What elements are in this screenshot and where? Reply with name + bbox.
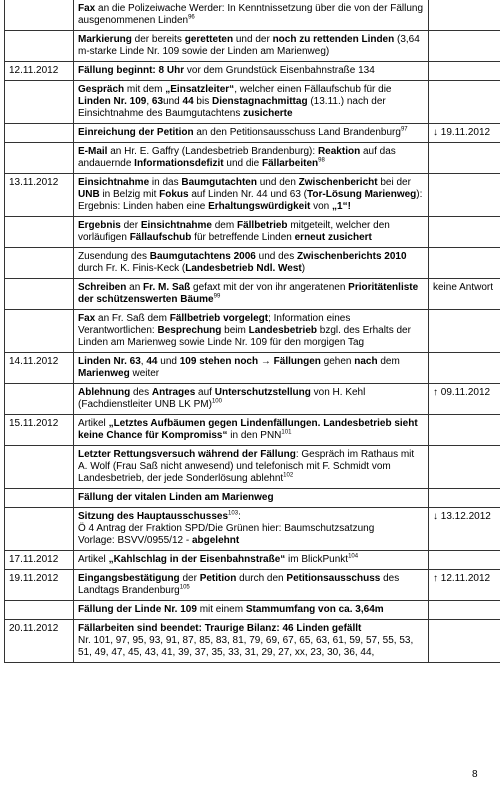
text-segment: in Belzig mit — [99, 189, 160, 200]
bold-text: geretteten — [184, 34, 234, 45]
note-cell — [429, 81, 500, 124]
page-number: 8 — [472, 769, 478, 780]
table-row — [5, 217, 500, 248]
bold-text: Zwischenberichts 2010 — [297, 251, 407, 262]
date-cell — [5, 124, 74, 143]
footnote-ref: 105 — [179, 584, 190, 591]
text-segment: an die Polizeiwache Werder: In Kenntnissetzung über die von der Fällung ausgenommenen Linden — [78, 3, 424, 26]
table-row — [5, 415, 500, 446]
text-segment: mitgeteilt, welcher den vorläufigen — [78, 220, 390, 243]
bold-text: „1“! — [332, 201, 351, 212]
note-cell — [429, 143, 500, 174]
text-segment: ; Information eines Verantwortlichen: — [78, 313, 351, 336]
footnote-ref: 101 — [281, 429, 292, 436]
bold-text: Antrages — [151, 387, 196, 398]
bold-text: Baumgutachtens 2006 — [149, 251, 256, 262]
event-cell — [74, 310, 429, 353]
footnote-ref: 100 — [211, 398, 222, 405]
text-segment: dem — [211, 220, 237, 231]
event-cell — [74, 0, 429, 31]
text-segment: : — [238, 511, 241, 522]
note-cell — [429, 415, 500, 446]
date-cell — [5, 310, 74, 353]
text-segment: auf — [195, 387, 215, 398]
text-segment: Zusendung des — [78, 251, 150, 262]
bold-text: nach — [354, 356, 378, 367]
event-cell — [74, 174, 429, 217]
date-cell: 15.11.2012 — [5, 415, 74, 446]
text-segment: von — [310, 201, 333, 212]
note-cell — [429, 620, 500, 663]
bold-text: Fr. M. Saß — [143, 282, 191, 293]
event-cell — [74, 601, 429, 620]
text-segment: durch den — [236, 573, 287, 584]
bold-text: Marienweg — [78, 368, 130, 379]
text-segment: auf Linden Nr. 44 und 63 ( — [188, 189, 308, 200]
bold-text: Fällbetrieb vorgelegt — [169, 313, 269, 324]
text-segment: weiter — [129, 368, 160, 379]
date-cell — [5, 279, 74, 310]
table-row — [5, 310, 500, 353]
bold-text: E-Mail — [78, 146, 108, 157]
table-row — [5, 143, 500, 174]
bold-text: Ergebnis — [78, 220, 121, 231]
table-row — [5, 489, 500, 508]
event-cell — [74, 353, 429, 384]
event-cell — [74, 217, 429, 248]
date-cell: 17.11.2012 — [5, 551, 74, 570]
note-cell — [429, 353, 500, 384]
text-segment: von H. Kehl (Fachdienstleiter UNB LK PM) — [78, 387, 366, 410]
bold-text: Einsichtnahme — [140, 220, 212, 231]
bold-text: Letzter Rettungsversuch während der Fällung — [78, 449, 296, 460]
text-segment: an — [126, 282, 144, 293]
bold-text: Fällarbeiten — [262, 158, 319, 169]
text-segment: mit dem — [124, 84, 166, 95]
note-cell: ↑ 09.11.2012 — [429, 384, 500, 415]
footnote-ref: 96 — [188, 14, 195, 21]
text-segment: bzgl. des Erhalts der Linden am Marienweg sowie Linde Nr. 109 für den morgigen Tag — [78, 325, 411, 348]
bold-text: „Kahlschlag in der Eisenbahnstraße“ — [108, 554, 286, 565]
bold-text: Linden Nr. 63 — [78, 356, 141, 367]
footnote-ref: 104 — [348, 553, 359, 560]
text-segment: und den — [256, 177, 299, 188]
bold-text: 44 — [146, 356, 158, 367]
event-cell — [74, 446, 429, 489]
text-segment: des — [130, 387, 152, 398]
bold-text: erneut zusichert — [294, 232, 372, 243]
table-row — [5, 601, 500, 620]
text-segment: beim — [221, 325, 249, 336]
footnote-ref: 98 — [318, 157, 325, 164]
date-cell — [5, 81, 74, 124]
bold-text: Ablehnung — [78, 387, 131, 398]
event-cell — [74, 31, 429, 62]
text-segment: Artikel — [78, 554, 109, 565]
text-segment: Artikel — [78, 418, 109, 429]
table-row — [5, 124, 500, 143]
table-row — [5, 31, 500, 62]
note-cell — [429, 248, 500, 279]
date-cell: 13.11.2012 — [5, 174, 74, 217]
bold-text: Unterschutzstellung — [214, 387, 311, 398]
date-cell — [5, 143, 74, 174]
table-row — [5, 279, 500, 310]
text-segment: der — [120, 220, 141, 231]
bold-text: 63 — [151, 96, 164, 107]
text-segment: und die — [223, 158, 262, 169]
bold-text: abgelehnt — [191, 535, 240, 546]
text-segment: (13.11.) nach der Einsichtnahme des Baumgutachtens — [78, 96, 386, 119]
date-cell — [5, 248, 74, 279]
bold-text: Baumgutachten — [181, 177, 257, 188]
text-segment: durch Fr. K. Finis-Keck ( — [78, 263, 186, 274]
note-cell — [429, 310, 500, 353]
footnote-ref: 103 — [228, 510, 239, 517]
date-cell — [5, 384, 74, 415]
event-cell — [74, 143, 429, 174]
bold-text: Gespräch — [78, 84, 125, 95]
bold-text: Fällung beginnt: 8 Uhr — [78, 65, 185, 76]
text-segment: gehen — [320, 356, 355, 367]
date-cell: 19.11.2012 — [5, 570, 74, 601]
table-row — [5, 446, 500, 489]
text-segment: gefaxt mit der von ihr angeratenen — [190, 282, 349, 293]
bold-text: Besprechung — [157, 325, 222, 336]
event-cell — [74, 279, 429, 310]
note-cell — [429, 0, 500, 31]
bold-text: „Einsatzleiter“ — [165, 84, 235, 95]
text-segment: , — [140, 356, 147, 367]
text-segment: , welcher einen Fällaufschub für die — [234, 84, 392, 95]
date-cell — [5, 217, 74, 248]
date-cell: 12.11.2012 — [5, 62, 74, 81]
text-segment: dem — [377, 356, 400, 367]
date-cell — [5, 446, 74, 489]
event-cell — [74, 489, 429, 508]
text-segment: Vorlage: BSVV/0955/12 - — [78, 535, 192, 546]
date-cell: 14.11.2012 — [5, 353, 74, 384]
bold-text: Fällbetrieb — [236, 220, 288, 231]
bold-text: Landesbetrieb Ndl. West — [185, 263, 302, 274]
chronology-table — [4, 0, 500, 663]
bold-text: „Letztes Aufbäumen gegen Lindenfällungen. Landesbetrieb sieht keine Chance für Kompromiss“ — [78, 418, 418, 441]
text-segment: ) — [301, 263, 306, 274]
text-segment: (3,64 m-starke Linde Nr. 109 sowie der Linden am Marienweg) — [78, 34, 420, 57]
event-cell — [74, 124, 429, 143]
bold-text: Fällung der vitalen Linden am Marienweg — [78, 492, 274, 503]
note-cell: ↓ 19.11.2012 — [429, 124, 500, 143]
text-segment: Nr. 101, 97, 95, 93, 91, 87, 85, 83, 81, 79, 69, 67, 65, 63, 61, 59, 57, 55, 53, 51, 49, 47, 45, 43, 41, 39, 37, 35, 33, 31, 29, 27, xx, 23, 30, 36, 44, — [78, 635, 414, 658]
bold-text: Petition — [199, 573, 237, 584]
table-row — [5, 248, 500, 279]
text-segment: Ö 4 Antrag der Fraktion SPD/Die Grünen hier: Baumschutzsatzung — [78, 523, 375, 534]
bold-text: Tor-Lösung Marienweg — [307, 189, 417, 200]
bold-text: Fax — [78, 3, 96, 14]
bold-text: Markierung — [78, 34, 132, 45]
footnote-ref: 102 — [283, 472, 294, 479]
table-row — [5, 620, 500, 663]
note-cell — [429, 446, 500, 489]
bold-text: Erhaltungswürdigkeit — [208, 201, 311, 212]
note-cell — [429, 62, 500, 81]
text-segment: des Landtags Brandenburg — [78, 573, 400, 596]
event-cell — [74, 81, 429, 124]
bold-text: Einsichtnahme — [78, 177, 150, 188]
table-row — [5, 81, 500, 124]
bold-text: Fokus — [159, 189, 189, 200]
text-segment: und des — [255, 251, 298, 262]
text-segment: der bereits — [131, 34, 185, 45]
date-cell — [5, 31, 74, 62]
event-cell — [74, 620, 429, 663]
note-cell — [429, 489, 500, 508]
table-row — [5, 0, 500, 31]
text-segment: ): — [416, 189, 423, 200]
note-cell — [429, 601, 500, 620]
event-cell — [74, 508, 429, 551]
text-segment: an Hr. E. Gaffry (Landesbetrieb Brandenburg): — [107, 146, 318, 157]
bold-text: Sitzung des Hauptausschusses — [78, 511, 229, 522]
footnote-ref: 97 — [400, 126, 408, 133]
date-cell — [5, 601, 74, 620]
text-segment: in das — [149, 177, 182, 188]
bold-text: Reaktion — [317, 146, 361, 157]
table-row — [5, 551, 500, 570]
text-segment: auf das andauernde — [78, 146, 396, 169]
note-cell: keine Antwort — [429, 279, 500, 310]
text-segment: an den Petitionsausschuss Land Brandenburg — [193, 127, 401, 138]
note-cell — [429, 551, 500, 570]
event-cell — [74, 248, 429, 279]
event-cell — [74, 415, 429, 446]
bold-text: Einreichung der Petition — [78, 127, 194, 138]
table-row — [5, 570, 500, 601]
bold-text: Fällung der Linde Nr. 109 — [78, 604, 197, 615]
table-row — [5, 353, 500, 384]
text-segment: bei der — [377, 177, 411, 188]
note-cell — [429, 31, 500, 62]
text-segment: : Gespräch im Rathaus mit A. Wolf (Frau Saß nicht anwesend) und telefonisch mit F. Schmidt vom Landesbetrieb, der jede Sonderlösung ablehnt — [78, 449, 415, 484]
bold-text: Schreiben — [78, 282, 127, 293]
table-row — [5, 508, 500, 551]
text-segment: an Fr. Saß dem — [95, 313, 170, 324]
text-segment: , — [146, 96, 152, 107]
bold-text: Fällarbeiten sind beendet: Traurige Bilanz: 46 Linden gefällt — [78, 623, 362, 634]
bold-text: Stammumfang von ca. 3,64m — [245, 604, 384, 615]
bold-text: zusicherte — [243, 108, 293, 119]
bold-text: Zwischenbericht — [298, 177, 378, 188]
date-cell — [5, 0, 74, 31]
text-segment: und der — [233, 34, 273, 45]
note-cell: ↓ 13.12.2012 — [429, 508, 500, 551]
bold-text: UNB — [78, 189, 100, 200]
text-segment: Ergebnis: Linden haben eine — [78, 201, 209, 212]
text-segment: und — [163, 96, 183, 107]
text-segment: im BlickPunkt — [285, 554, 349, 565]
date-cell: 20.11.2012 — [5, 620, 74, 663]
bold-text: noch zu rettenden Linden — [272, 34, 395, 45]
text-segment: der — [179, 573, 200, 584]
note-cell: ↑ 12.11.2012 — [429, 570, 500, 601]
bold-text: Fax — [78, 313, 96, 324]
text-segment: vor dem Grundstück Eisenbahnstraße 134 — [184, 65, 375, 76]
event-cell — [74, 570, 429, 601]
table-row — [5, 62, 500, 81]
bold-text: Prioritätenliste der schützenswerten Bäume — [78, 282, 419, 305]
text-segment: in den PNN — [227, 430, 282, 441]
bold-text: Linden Nr. 109 — [78, 96, 147, 107]
text-segment: mit einem — [196, 604, 246, 615]
event-cell — [74, 62, 429, 81]
bold-text: Landesbetrieb — [248, 325, 317, 336]
footnote-ref: 99 — [213, 293, 221, 300]
bold-text: Dienstagnachmittag — [211, 96, 308, 107]
bold-text: Petitionsausschuss — [286, 573, 381, 584]
text-segment: und — [157, 356, 180, 367]
event-cell — [74, 384, 429, 415]
bold-text: 109 stehen noch → Fällungen — [179, 356, 321, 367]
note-cell — [429, 217, 500, 248]
table-row — [5, 174, 500, 217]
date-cell — [5, 508, 74, 551]
bold-text: Fällaufschub — [129, 232, 192, 243]
bold-text: Eingangsbestätigung — [78, 573, 180, 584]
text-segment: für betreffende Linden — [191, 232, 295, 243]
bold-text: 44 — [182, 96, 194, 107]
bold-text: Informationsdefizit — [134, 158, 224, 169]
event-cell — [74, 551, 429, 570]
chronology-rows — [5, 0, 500, 663]
table-row — [5, 384, 500, 415]
text-segment: bis — [193, 96, 212, 107]
note-cell — [429, 174, 500, 217]
date-cell — [5, 489, 74, 508]
